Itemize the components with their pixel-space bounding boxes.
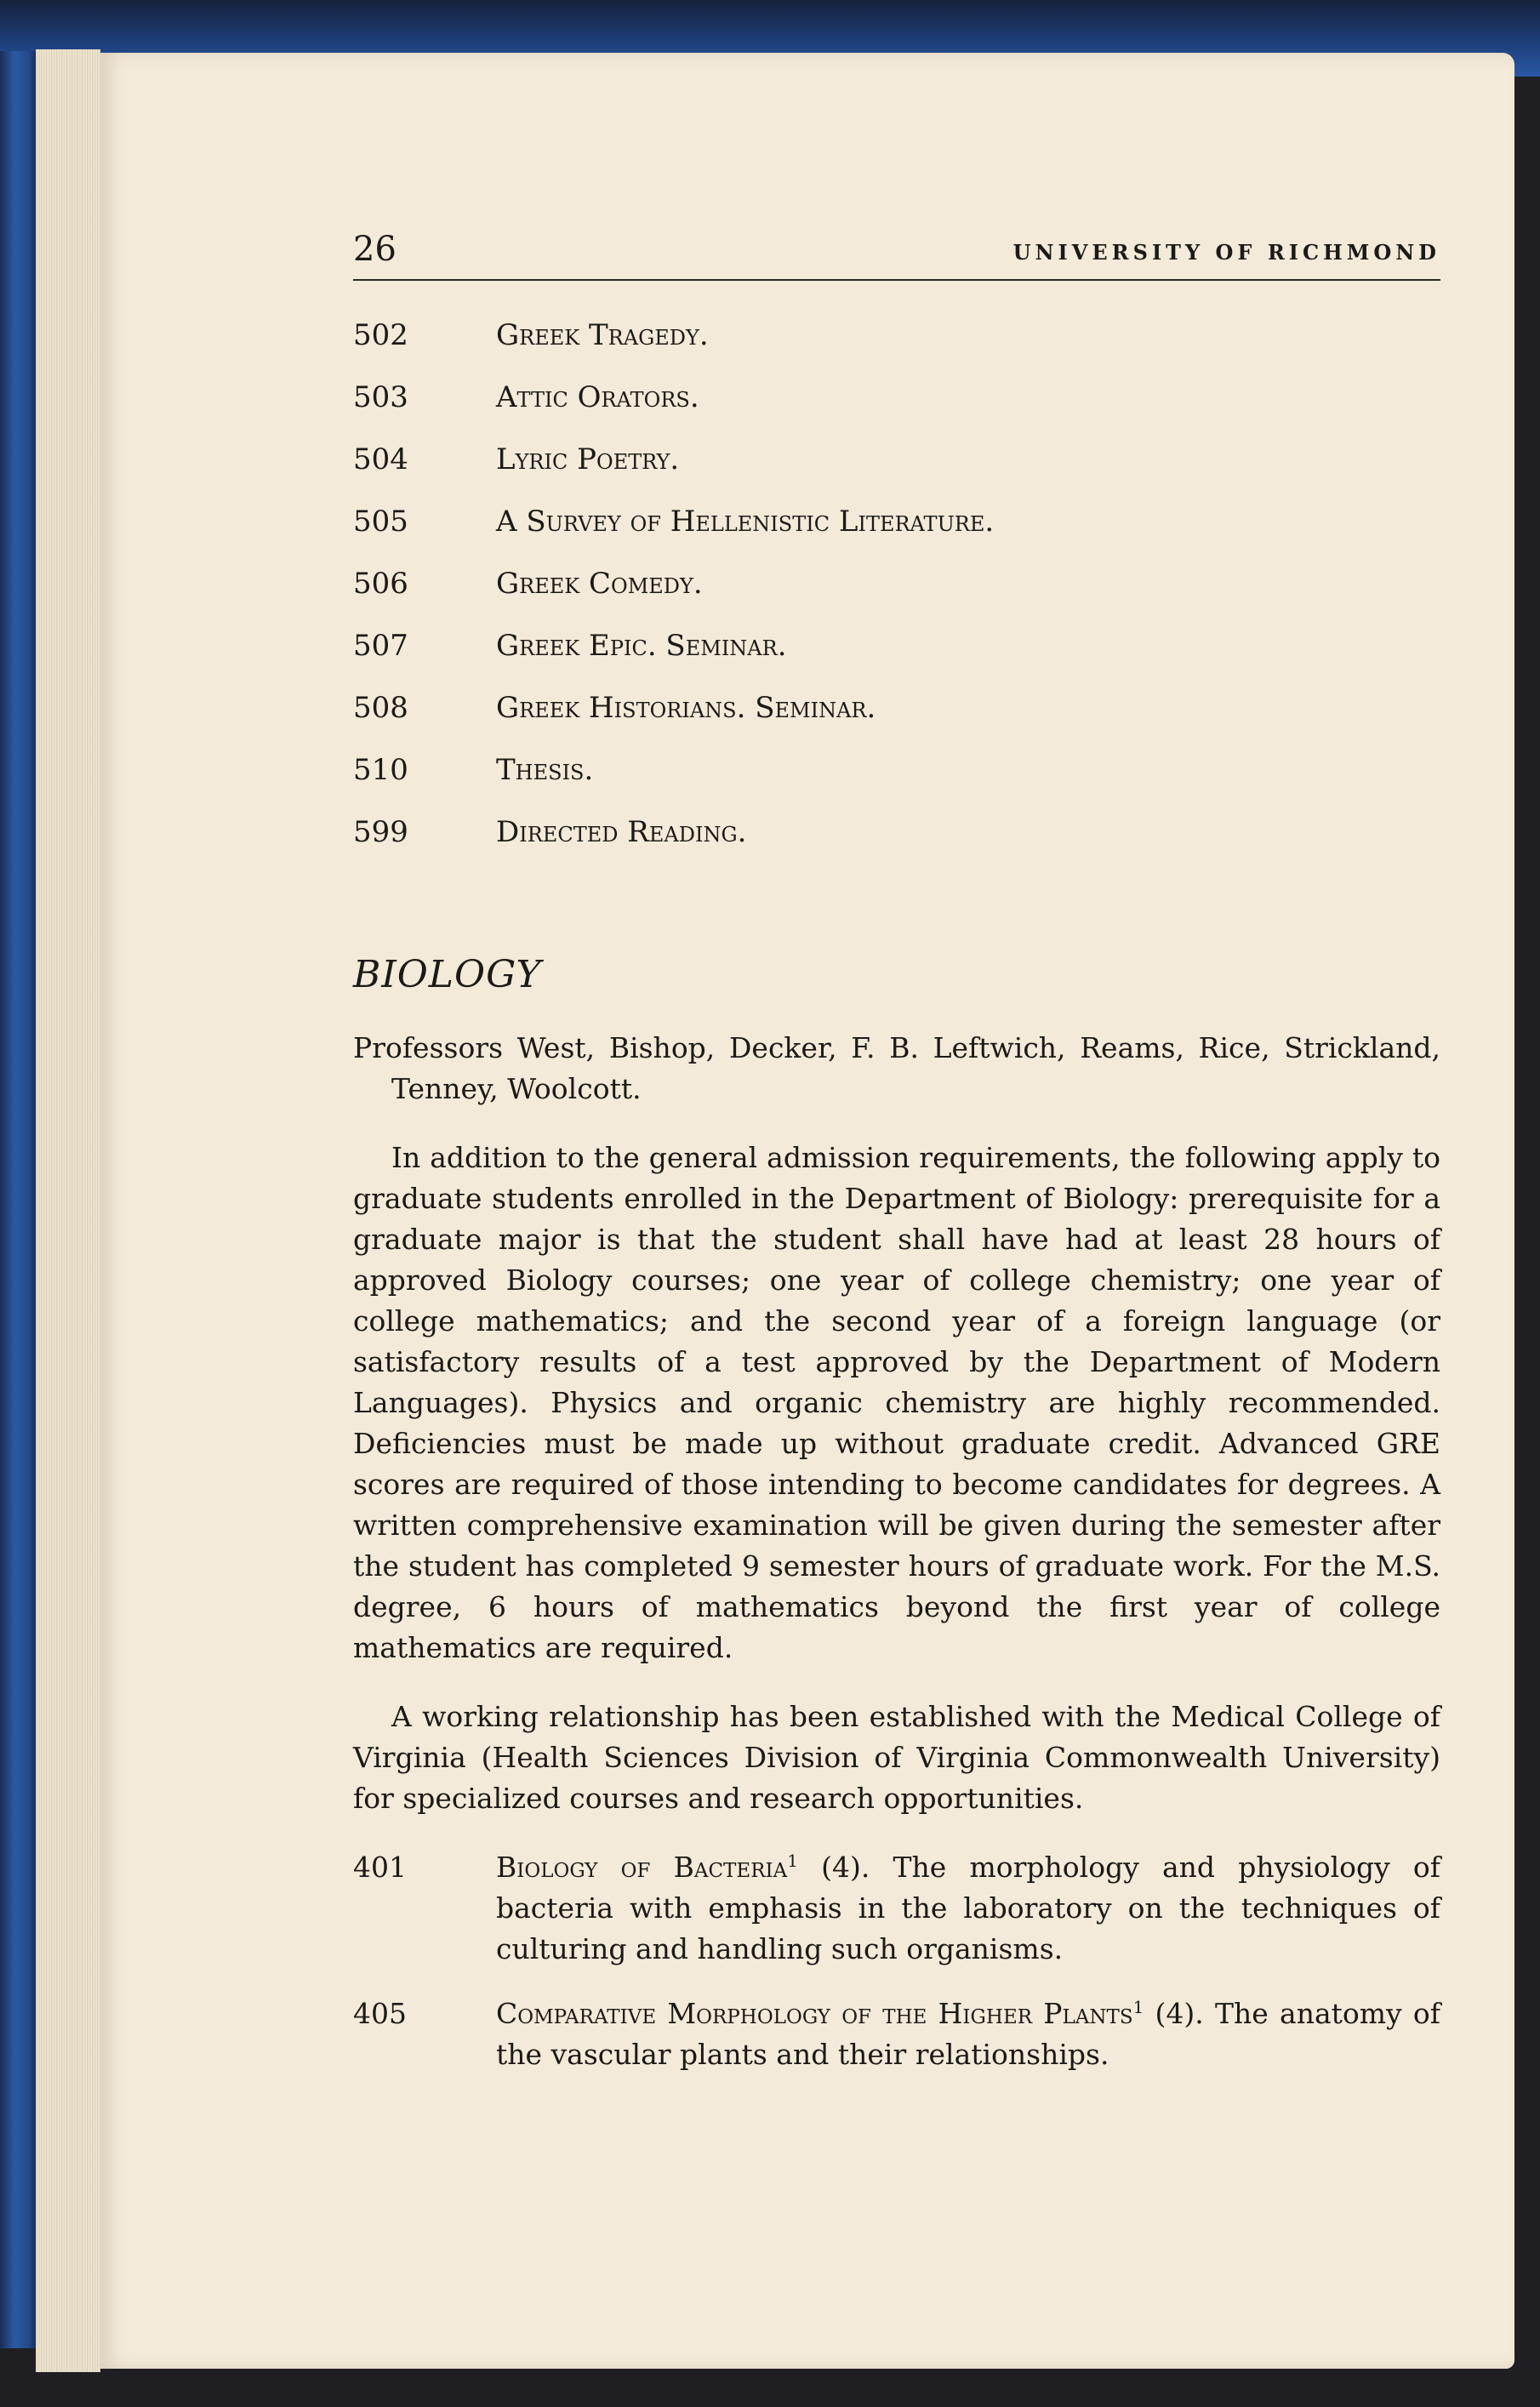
medical-college-paragraph: A working relationship has been established with the Medical College of Virginia (Health Sciences Division of Virginia Commonwealth University) for specialized courses and research opportunities. [353, 1699, 1440, 1815]
course-number: 508 [353, 691, 408, 725]
course-number: 502 [353, 318, 408, 352]
course-title: Greek Tragedy. [496, 318, 709, 352]
course-row [353, 491, 1440, 553]
footnote-marker: 1 [1132, 1996, 1144, 2017]
course-row [353, 367, 1440, 429]
course-number: 506 [353, 567, 408, 601]
course-row [353, 801, 1440, 864]
course-number: 510 [353, 753, 408, 787]
course-title: A Survey of Hellenistic Literature. [496, 505, 995, 539]
book-spine-edge [0, 51, 36, 2348]
greek-course-list [353, 305, 1440, 864]
course-row [353, 305, 1440, 367]
course-row [353, 615, 1440, 677]
footnote-marker: 1 [787, 1850, 798, 1871]
course-credits: (4). [1144, 1996, 1216, 2030]
section-heading-biology: BIOLOGY [353, 953, 542, 996]
course-body [496, 1993, 1440, 2075]
course-number: 505 [353, 505, 408, 539]
course-title: Greek Historians. Seminar. [496, 691, 876, 725]
running-header [353, 221, 1440, 281]
page-edges-stack [36, 49, 100, 2372]
course-number: 599 [353, 815, 408, 849]
course-row [353, 553, 1440, 615]
course-title: Thesis. [496, 753, 594, 787]
course-number: 503 [353, 380, 408, 414]
course-title: Attic Orators. [496, 380, 699, 414]
admission-requirements-paragraph: In addition to the general admission requirements, the following apply to graduate students enrolled in the Department of Biology: prerequisite for a graduate major is that the student shall have had at least 28 hours of approved Biology courses; one year of college chemistry; one year of college mathematics; and the second year of a foreign language (or satisfactory results of a test approved by the Department of Modern Languages). Physics and organic chemistry are highly recommended. Deficiencies must be made up without graduate credit. Advanced GRE scores are required of those intending to become candidates for degrees. A written comprehensive examination will be given during the semester after the student has completed 9 semester hours of graduate work. For the M.S. degree, 6 hours of mathematics beyond the first year of college mathematics are required. [353, 1140, 1440, 1664]
course-body [496, 1847, 1440, 1970]
course-row [353, 677, 1440, 739]
course-number: 507 [353, 629, 408, 663]
course-credits: (4). [797, 1850, 893, 1884]
course-description: The anatomy of the vascular plants and their relationships. [496, 1996, 1441, 2071]
course-title: Greek Comedy. [496, 567, 703, 601]
course-description: The morphology and physiology of bacteria with emphasis in the laboratory on the techniques of culturing and handling such organisms. [496, 1850, 1441, 1965]
course-title: Comparative Morphology of the Higher Plants [496, 1996, 1133, 2030]
course-number: 401 [353, 1850, 407, 1884]
course-title: Biology of Bacteria [496, 1850, 788, 1884]
course-row [353, 429, 1440, 491]
page-text-block [353, 221, 1440, 2075]
course-entry [353, 1847, 1440, 1970]
faculty-list: Professors West, Bishop, Decker, F. B. Leftwich, Reams, Rice, Strickland, Tenney, Woolcott. [353, 1030, 1440, 1105]
page-number: 26 [353, 230, 396, 269]
running-title: UNIVERSITY OF RICHMOND [1012, 240, 1440, 265]
course-title: Greek Epic. Seminar. [496, 629, 787, 663]
course-number: 405 [353, 1996, 407, 2030]
course-title: Lyric Poetry. [496, 442, 680, 476]
course-title: Directed Reading. [496, 815, 747, 849]
course-number: 504 [353, 442, 408, 476]
course-row [353, 739, 1440, 801]
course-entry [353, 1993, 1440, 2075]
